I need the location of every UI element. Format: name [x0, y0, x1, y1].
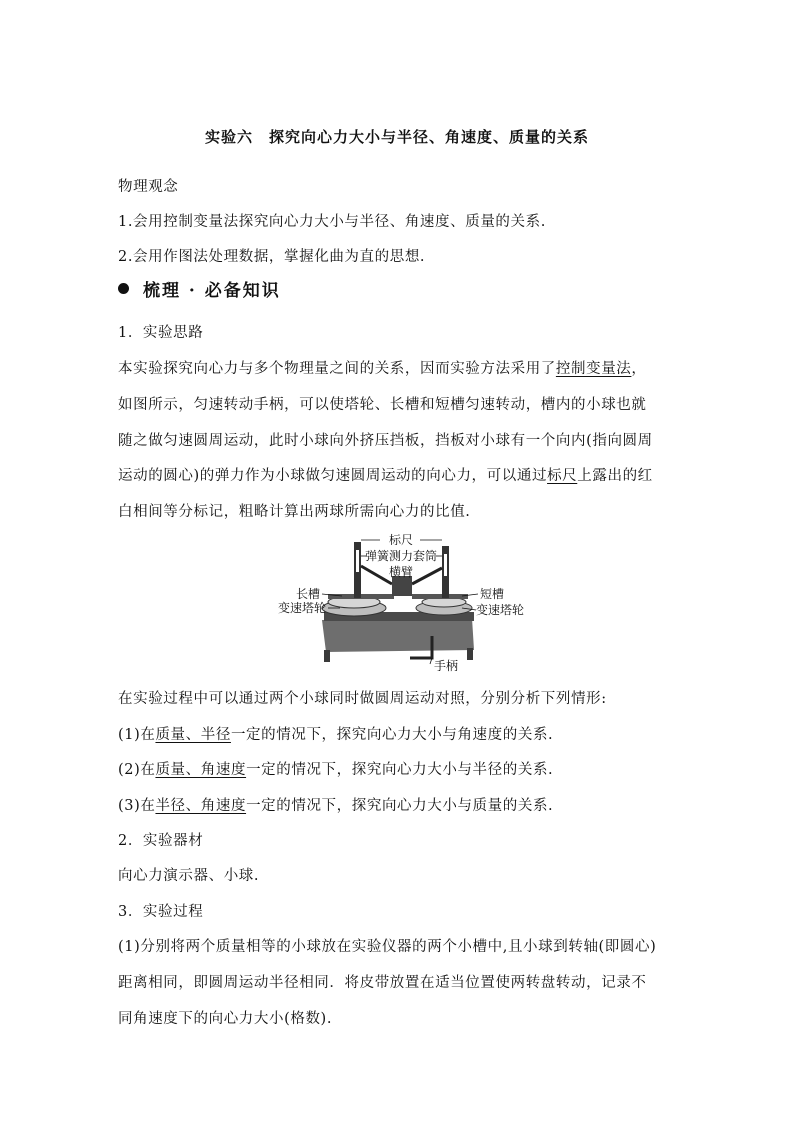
text-run: (3)在	[118, 798, 156, 814]
label-spring-sleeve: 弹簧测力套筒	[364, 549, 438, 563]
case-2	[118, 761, 688, 779]
apparatus-leg	[467, 648, 473, 660]
text-run: 运动的圆心)的弹力作为小球做匀速圆周运动的向心力，可以通过	[118, 468, 548, 484]
part3-line-3: 同角速度下的向心力大小(格数).	[118, 1011, 333, 1027]
text-run: (1)在	[118, 727, 156, 743]
bullet-dot-icon	[118, 283, 129, 294]
concept-item-2: 2.会用作图法处理数据，掌握化曲为直的思想.	[118, 249, 426, 265]
text-run: 本实验探究向心力与多个物理量之间的关系，因而实验方法采用了	[118, 361, 556, 377]
concept-item-1: 1.会用控制变量法探究向心力大小与半径、角速度、质量的关系.	[118, 214, 546, 230]
part2-heading: 2．实验器材	[118, 833, 204, 849]
ruler-marks-right	[444, 554, 447, 576]
label-cross-arm: 横臂	[388, 565, 414, 579]
part1-line-3: 随之做匀速圆周运动，此时小球向外挤压挡板，挡板对小球有一个向内(指向圆周	[118, 433, 653, 449]
cases-intro: 在实验过程中可以通过两个小球同时做圆周运动对照，分别分析下列情形:	[118, 691, 607, 707]
part3-heading: 3．实验过程	[118, 904, 204, 920]
center-hub	[392, 576, 412, 596]
part1-line-5: 白相间等分标记，粗略计算出两球所需向心力的比值.	[118, 504, 471, 520]
section-heading	[118, 276, 281, 301]
text-run: 一定的情况下，探究向心力大小与角速度的关系.	[230, 727, 554, 743]
part2-text: 向心力演示器、小球.	[118, 868, 260, 884]
underlined-term: 控制变量法	[555, 361, 632, 377]
case-3	[118, 797, 688, 815]
underlined-term: 质量、半径	[155, 727, 231, 743]
text-run: (2)在	[118, 762, 156, 778]
concept-heading: 物理观念	[118, 179, 179, 195]
label-handle: 手柄	[434, 659, 459, 672]
apparatus-figure	[262, 532, 532, 672]
ruler-marks-left	[356, 550, 359, 572]
page-title: 实验六 探究向心力大小与半径、角速度、质量的关系	[204, 128, 589, 146]
label-short-slot: 短槽	[480, 587, 505, 601]
section-heading-label: 梳理 · 必备知识	[143, 281, 281, 301]
underlined-term: 标尺	[547, 468, 578, 484]
part1-line-2: 如图所示，匀速转动手柄，可以使塔轮、长槽和短槽匀速转动，槽内的小球也就	[118, 397, 647, 413]
part3-line-1: (1)分别将两个质量相等的小球放在实验仪器的两个小槽中,且小球到转轴(即圆心)	[118, 939, 657, 955]
part1-heading: 1．实验思路	[118, 325, 204, 341]
underlined-term: 半径、角速度	[155, 798, 247, 814]
part1-line-1	[118, 360, 688, 378]
apparatus-leg	[324, 650, 330, 662]
part3-line-2: 距离相同，即圆周运动半径相同．将皮带放置在适当位置使两转盘转动，记录不	[118, 975, 647, 991]
label-ruler: 标尺	[388, 533, 414, 547]
label-long-slot: 长槽	[295, 587, 320, 601]
text-run: 一定的情况下，探究向心力大小与半径的关系.	[246, 762, 554, 778]
text-run: 上露出的红	[577, 468, 653, 484]
apparatus-base	[322, 618, 474, 652]
text-run: 一定的情况下，探究向心力大小与质量的关系.	[246, 798, 554, 814]
label-tower-wheel-left: 变速塔轮	[277, 601, 326, 615]
label-tower-wheel-right: 变速塔轮	[476, 603, 525, 617]
underlined-term: 质量、角速度	[155, 762, 247, 778]
centripetal-force-apparatus-illustration	[262, 532, 532, 672]
part1-line-4	[118, 467, 688, 485]
case-1	[118, 726, 688, 744]
text-run: ，	[631, 361, 647, 377]
short-slot-bar	[412, 594, 468, 599]
